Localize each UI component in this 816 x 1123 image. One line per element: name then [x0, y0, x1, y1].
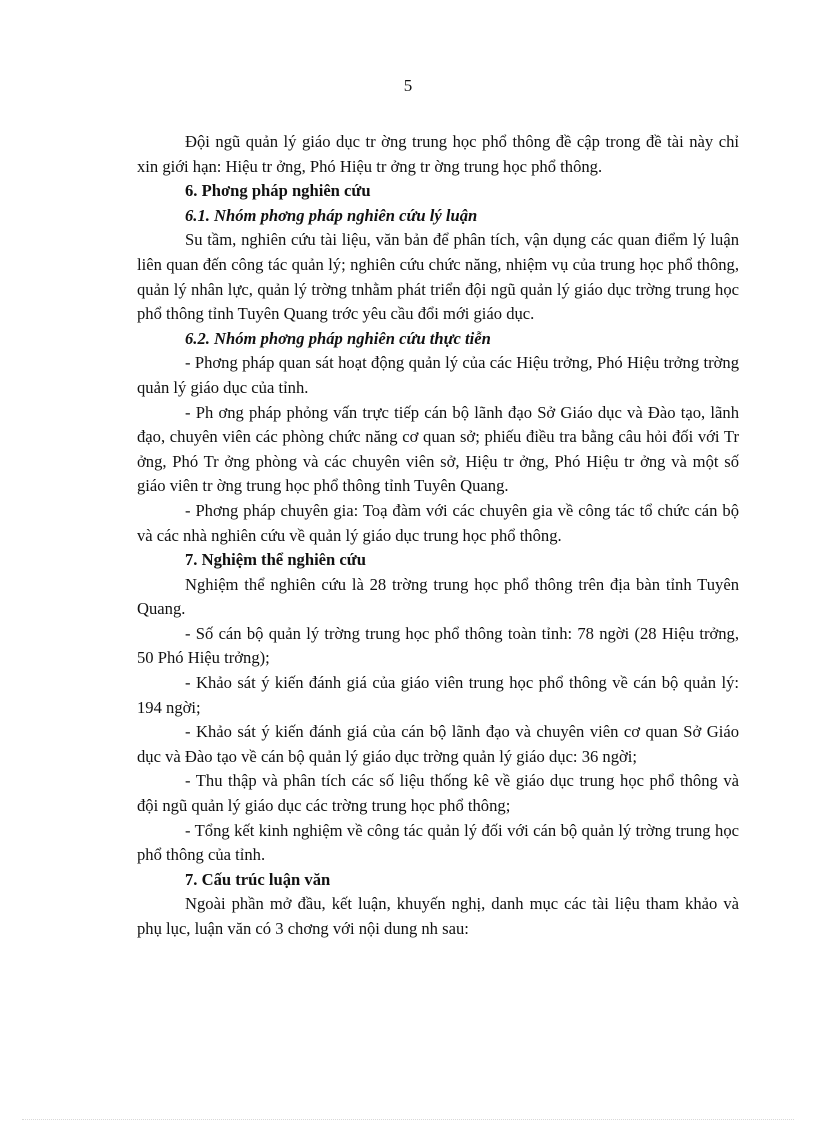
paragraph-teacher-survey: - Khảo sát ý kiến đánh giá của giáo viên trung học phổ thông về cán bộ quản lý: 194 ngời; — [137, 673, 739, 717]
page-bottom-divider — [22, 1119, 794, 1120]
heading-research-methods: 6. Phơng pháp nghiên cứu — [185, 181, 371, 201]
paragraph-structure: Ngoài phần mở đầu, kết luận, khuyến nghị, danh mục các tài liệu tham khảo và phụ lục, luận văn có 3 chơng với nội dung nh sau: — [137, 894, 739, 938]
paragraph-officer-survey: - Khảo sát ý kiến đánh giá của cán bộ lãnh đạo và chuyên viên cơ quan Sở Giáo dục và Đào tạo về cán bộ quản lý giáo dục trờng quản lý giáo dục: 36 ngời; — [137, 722, 739, 766]
document-body — [137, 130, 739, 942]
paragraph-managers-count: - Số cán bộ quản lý trờng trung học phổ thông toàn tỉnh: 78 ngời (28 Hiệu trởng, 50 Phó Hiệu trởng); — [137, 623, 739, 668]
paragraph-observation: - Phơng pháp quan sát hoạt động quản lý của các Hiệu trởng, Phó Hiệu trởng trờng quản lý giáo dục của tỉnh. — [137, 353, 739, 397]
paragraph-interview: - Ph ơng pháp phỏng vấn trực tiếp cán bộ lãnh đạo Sở Giáo dục và Đào tạo, lãnh đạo, chuyên viên các phòng chức năng cơ quan sở; phiếu điều tra bằng câu hỏi đối với Tr ởng, Phó Tr ởng phòng và các chuyên viên sở, Hiệu tr ởng, Phó Hiệu tr ởng và một số giáo viên tr ờng trung học phổ thông tỉnh Tuyên Quang. — [137, 402, 739, 496]
paragraph-statistics: - Thu thập và phân tích các số liệu thống kê về giáo dục trung học phổ thông và đội ngũ quản lý giáo dục các trờng trung học phổ thông; — [137, 771, 739, 816]
page-number: 5 — [403, 76, 413, 95]
heading-thesis-structure: 7. Cấu trúc luận văn — [185, 869, 331, 889]
subheading-practical: 6.2. Nhóm phơng pháp nghiên cứu thực tiễn — [185, 328, 491, 348]
paragraph-theoretical: Su tầm, nghiên cứu tài liệu, văn bản để phân tích, vận dụng các quan điểm lý luận liên quan đến công tác quản lý; nghiên cứu chức năng, nhiệm vụ của trung học phổ thông, quản lý nhân lực, quản lý trờng tnhằm phát triển đội ngũ quản lý giáo dục trờng trung học phổ thông tỉnh Tuyên Quang trớc yêu cầu đổi mới giáo dục. — [137, 230, 739, 324]
paragraph-expert: - Phơng pháp chuyên gia: Toạ đàm với các chuyên gia về công tác tổ chức cán bộ và các nhà nghiên cứu về quản lý giáo dục trung học phổ thông. — [137, 500, 739, 545]
subheading-theoretical: 6.1. Nhóm phơng pháp nghiên cứu lý luận — [185, 205, 478, 225]
paragraph-scope: Đội ngũ quản lý giáo dục tr ờng trung học phổ thông đề cập trong đề tài này chỉ xin giới hạn: Hiệu tr ởng, Phó Hiệu tr ởng tr ờng trung học phổ thông. — [137, 132, 739, 176]
paragraph-experience: - Tổng kết kinh nghiệm về công tác quản lý đối với cán bộ quản lý trờng trung học phổ thông của tỉnh. — [137, 820, 739, 865]
heading-research-subjects: 7. Nghiệm thể nghiên cứu — [185, 550, 366, 570]
paragraph-subjects: Nghiệm thể nghiên cứu là 28 trờng trung học phổ thông trên địa bàn tỉnh Tuyên Quang. — [137, 574, 739, 619]
